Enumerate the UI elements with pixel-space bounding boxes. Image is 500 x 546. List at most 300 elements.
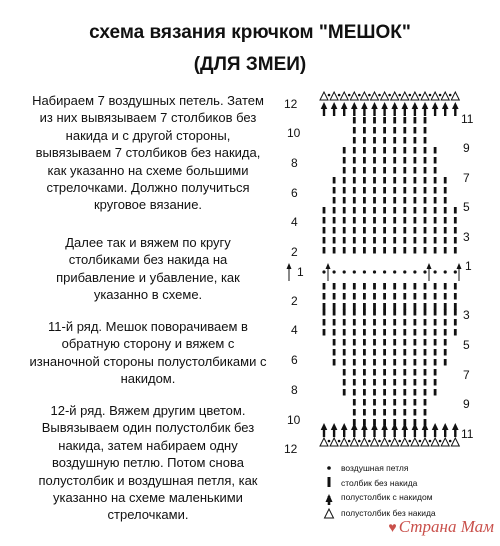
slip-stitch-triangle	[371, 92, 379, 100]
stitch-bar	[414, 187, 417, 194]
stitch-bar	[323, 309, 326, 316]
stitch-bar	[424, 369, 427, 376]
stitch-bar	[454, 247, 457, 254]
row-label: 2	[291, 294, 298, 308]
stitch-bar	[373, 167, 376, 174]
stitch-bar	[373, 329, 376, 336]
heart-icon: ♥	[388, 521, 397, 536]
stitch-bar	[363, 399, 366, 406]
stitch-bar	[343, 283, 346, 290]
stitch-bar	[403, 293, 406, 300]
chain-dot-icon	[327, 466, 331, 470]
slip-stitch-triangle	[441, 438, 449, 446]
half-double-crochet	[424, 107, 426, 116]
chain-dot	[449, 94, 452, 97]
stitch-bar	[363, 293, 366, 300]
stitch-bar	[434, 349, 437, 356]
stitch-bar	[373, 187, 376, 194]
stitch-bar	[454, 319, 457, 326]
stitch-bar	[414, 319, 417, 326]
chain-dot	[413, 270, 416, 273]
half-double-crochet	[373, 428, 375, 437]
stitch-bar	[353, 359, 356, 366]
chain-dot	[449, 440, 452, 443]
stitch-bar	[424, 359, 427, 366]
stitch-bar	[343, 167, 346, 174]
half-double-crochet	[404, 428, 406, 437]
stitch-bar	[343, 303, 346, 310]
stitch-bar	[343, 197, 346, 204]
stitch-bar	[403, 177, 406, 184]
slip-stitch-triangle	[371, 438, 379, 446]
stitch-bar	[403, 217, 406, 224]
stitch-bar	[414, 147, 417, 154]
stitch-bar	[333, 283, 336, 290]
stitch-bar	[393, 227, 396, 234]
stitch-bar	[393, 207, 396, 214]
stitch-bar	[424, 389, 427, 396]
stitch-bar	[363, 359, 366, 366]
half-double-crochet	[343, 428, 345, 437]
stitch-bar	[434, 283, 437, 290]
stitch-bar	[353, 319, 356, 326]
stitch-bar	[403, 197, 406, 204]
slip-stitch-triangle	[350, 92, 358, 100]
stitch-bar	[383, 247, 386, 254]
chain-dot	[393, 270, 396, 273]
half-double-crochet	[454, 428, 456, 437]
row-label: 12	[284, 442, 298, 456]
stitch-bar	[393, 147, 396, 154]
stitch-bar	[403, 207, 406, 214]
stitch-bar	[403, 127, 406, 134]
stitch-bar	[414, 329, 417, 336]
stitch-bar	[353, 227, 356, 234]
half-double-crochet	[333, 428, 335, 437]
instruction-paragraph-2: Далее так и вяжем по кругу столбиками без накида на прибавление и убавление, как указанно в схеме.	[56, 235, 240, 303]
half-double-crochet	[394, 107, 396, 116]
slip-stitch-triangle	[401, 92, 409, 100]
stitch-bar	[444, 339, 447, 346]
stitch-bar	[353, 237, 356, 244]
stitch-bar	[353, 247, 356, 254]
stitch-bar	[393, 157, 396, 164]
stitch-bar	[373, 147, 376, 154]
stitch-bar	[414, 217, 417, 224]
stitch-bar	[333, 339, 336, 346]
stitch-bar	[434, 177, 437, 184]
stitch-bar	[403, 303, 406, 310]
stitch-bar	[383, 187, 386, 194]
stitch-bar	[363, 283, 366, 290]
stitch-bar	[373, 389, 376, 396]
stitch-bar	[393, 339, 396, 346]
stitch-bar	[343, 379, 346, 386]
stitch-bar	[353, 117, 356, 124]
stitch-bar	[434, 293, 437, 300]
stitch-bar	[424, 247, 427, 254]
row-label: 3	[463, 308, 470, 322]
slip-stitch-triangle	[340, 92, 348, 100]
chain-dot	[409, 440, 412, 443]
stitch-bar	[383, 329, 386, 336]
stitch-bar	[363, 167, 366, 174]
stitch-bar	[363, 339, 366, 346]
stitch-bar	[353, 329, 356, 336]
row-label: 12	[284, 97, 298, 111]
chain-dot	[388, 440, 391, 443]
stitch-bar	[323, 329, 326, 336]
stitch-bar	[383, 359, 386, 366]
stitch-bar	[434, 369, 437, 376]
stitch-bar	[383, 227, 386, 234]
stitch-bar	[363, 127, 366, 134]
stitch-bar	[373, 309, 376, 316]
stitch-bar	[363, 157, 366, 164]
stitch-bar	[363, 177, 366, 184]
stitch-bar	[444, 319, 447, 326]
stitch-bar	[383, 283, 386, 290]
stitch-bar	[393, 349, 396, 356]
chain-dot	[322, 270, 325, 273]
half-double-crochet	[363, 107, 365, 116]
stitch-bar	[373, 293, 376, 300]
row-label: 8	[291, 156, 298, 170]
stitch-bar	[454, 237, 457, 244]
stitch-bar	[414, 207, 417, 214]
slip-stitch-triangle	[360, 438, 368, 446]
stitch-bar	[424, 147, 427, 154]
chain-dot	[368, 94, 371, 97]
half-double-crochet	[363, 428, 365, 437]
stitch-bar	[383, 207, 386, 214]
row-label: 3	[463, 230, 470, 244]
legend-label: полустолбик с накидом	[341, 492, 433, 502]
stitch-bar	[434, 237, 437, 244]
stitch-bar	[444, 359, 447, 366]
stitch-bar	[454, 329, 457, 336]
stitch-bar	[333, 319, 336, 326]
stitch-bar	[424, 217, 427, 224]
stitch-bar	[363, 379, 366, 386]
stitch-bar	[343, 147, 346, 154]
stitch-bar	[454, 217, 457, 224]
stitch-bar	[444, 329, 447, 336]
stitch-bar	[373, 247, 376, 254]
stitch-bar	[403, 247, 406, 254]
stitch-bar	[363, 217, 366, 224]
stitch-bar	[434, 339, 437, 346]
slip-stitch-triangle	[401, 438, 409, 446]
stitch-bar	[373, 339, 376, 346]
chain-dot	[383, 270, 386, 273]
stitch-bar	[343, 319, 346, 326]
half-double-crochet	[353, 107, 355, 116]
stitch-bar	[323, 283, 326, 290]
stitch-bar	[373, 409, 376, 416]
stitch-bar	[383, 137, 386, 144]
slip-stitch-triangle	[320, 92, 328, 100]
chain-dot	[328, 94, 331, 97]
stitch-bar	[323, 237, 326, 244]
row-label: 8	[291, 383, 298, 397]
stitch-bar	[393, 303, 396, 310]
stitch-bar	[424, 177, 427, 184]
slip-stitch-triangle	[320, 438, 328, 446]
stitch-bar	[424, 409, 427, 416]
stitch-bar	[363, 197, 366, 204]
stitch-bar	[343, 247, 346, 254]
slip-stitch-triangle	[451, 92, 459, 100]
row-label: 10	[287, 413, 301, 427]
legend-label: столбик без накида	[341, 478, 418, 488]
stitch-bar	[434, 147, 437, 154]
chain-dot	[439, 94, 442, 97]
chain-dot	[378, 440, 381, 443]
stitch-bar	[403, 359, 406, 366]
stitch-bar	[454, 227, 457, 234]
stitch-bar	[373, 157, 376, 164]
stitch-bar	[343, 227, 346, 234]
slip-stitch-triangle	[360, 92, 368, 100]
chain-dot	[429, 94, 432, 97]
diagram-subtitle: (ДЛЯ ЗМЕИ)	[193, 54, 307, 75]
slip-stitch-triangle	[381, 92, 389, 100]
chain-dot	[388, 94, 391, 97]
stitch-bar	[393, 309, 396, 316]
stitch-bar	[363, 329, 366, 336]
stitch-bar	[403, 329, 406, 336]
stitch-bar	[333, 309, 336, 316]
stitch-bar	[444, 177, 447, 184]
chain-dot	[348, 440, 351, 443]
stitch-bar	[414, 359, 417, 366]
stitch-bar	[424, 293, 427, 300]
instruction-paragraph-1: Набираем 7 воздушных петель. Затем из них вывязываем 7 столбиков без накида и с другой стороны, вывязываем 7 столбиков без накида, как указанно на схеме большими стрелочками. Должно получиться круговое вязание.	[32, 93, 264, 213]
stitch-bar	[424, 237, 427, 244]
stitch-bar	[424, 379, 427, 386]
stitch-bar	[434, 227, 437, 234]
stitch-bar	[373, 399, 376, 406]
stitch-bar	[434, 187, 437, 194]
chain-dot	[368, 440, 371, 443]
row-label: 5	[463, 200, 470, 214]
stitch-bar	[444, 207, 447, 214]
stitch-bar	[353, 339, 356, 346]
stitch-bar	[383, 167, 386, 174]
stitch-bar	[353, 217, 356, 224]
stitch-bar	[383, 389, 386, 396]
stitch-bar	[393, 389, 396, 396]
stitch-bar	[424, 227, 427, 234]
stitch-bar	[444, 349, 447, 356]
half-double-crochet	[414, 107, 416, 116]
stitch-bar	[353, 379, 356, 386]
stitch-bar	[353, 177, 356, 184]
diagram-title: схема вязания крючком "МЕШОК"	[89, 22, 411, 43]
stitch-bar	[373, 369, 376, 376]
stitch-bar	[373, 217, 376, 224]
chain-dot	[363, 270, 366, 273]
slip-stitch-triangle	[411, 438, 419, 446]
stitch-bar	[414, 303, 417, 310]
row-labels	[284, 97, 474, 456]
stitch-bar	[434, 319, 437, 326]
stitch-bar	[424, 349, 427, 356]
stitch-bar	[353, 207, 356, 214]
chain-dot	[333, 270, 336, 273]
stitch-bar	[373, 379, 376, 386]
stitch-bar	[373, 349, 376, 356]
stitch-bar	[414, 283, 417, 290]
stitch-bar	[403, 187, 406, 194]
stitch-bar	[403, 237, 406, 244]
stitch-bar	[393, 237, 396, 244]
stitch-bar	[414, 237, 417, 244]
stitch-bar	[353, 127, 356, 134]
stitch-bar	[363, 303, 366, 310]
chain-dot	[403, 270, 406, 273]
stitch-bar	[424, 127, 427, 134]
stitch-bar	[373, 303, 376, 310]
single-crochet-bar-icon	[328, 477, 331, 487]
stitch-bar	[424, 157, 427, 164]
stitch-bar	[434, 247, 437, 254]
stitch-bar	[393, 293, 396, 300]
stitch-bar	[403, 369, 406, 376]
legend-label: полустолбик без накида	[341, 508, 436, 518]
row-label: 1	[465, 259, 472, 273]
stitch-bar	[424, 339, 427, 346]
stitch-bar	[393, 379, 396, 386]
stitch-bar	[363, 247, 366, 254]
chain-dot	[338, 440, 341, 443]
stitch-bar	[444, 303, 447, 310]
stitch-bar	[424, 167, 427, 174]
stitch-bar	[424, 117, 427, 124]
stitch-bar	[403, 319, 406, 326]
stitch-bar	[373, 177, 376, 184]
stitch-bar	[373, 127, 376, 134]
stitch-bar	[424, 399, 427, 406]
stitch-bar	[393, 399, 396, 406]
half-double-crochet	[404, 107, 406, 116]
stitch-bar	[383, 409, 386, 416]
stitch-bar	[343, 237, 346, 244]
chain-dot	[423, 270, 426, 273]
stitch-bar	[444, 293, 447, 300]
stitch-bar	[333, 227, 336, 234]
slip-stitch-triangle	[421, 438, 429, 446]
stitch-bar	[414, 309, 417, 316]
half-double-crochet	[373, 107, 375, 116]
stitch-bar	[444, 283, 447, 290]
stitch-bar	[393, 177, 396, 184]
chain-dot	[454, 270, 457, 273]
chain-dot	[434, 270, 437, 273]
stitch-bar	[393, 369, 396, 376]
stitch-bar	[393, 283, 396, 290]
stitch-bar	[373, 237, 376, 244]
stitch-bar	[403, 167, 406, 174]
stitch-bar	[403, 227, 406, 234]
stitch-bar	[424, 207, 427, 214]
stitch-grid	[320, 92, 459, 446]
slip-stitch-triangle	[381, 438, 389, 446]
stitch-bar	[383, 177, 386, 184]
half-double-crochet	[323, 107, 325, 116]
row-label: 6	[291, 353, 298, 367]
chain-dot	[419, 440, 422, 443]
chain-dot	[378, 94, 381, 97]
half-double-crochet	[444, 428, 446, 437]
row-label: 4	[291, 215, 298, 229]
half-double-crochet	[333, 107, 335, 116]
stitch-bar	[403, 117, 406, 124]
watermark: ♥ Страна Мам	[388, 517, 494, 536]
stitch-bar	[383, 293, 386, 300]
stitch-bar	[424, 197, 427, 204]
slip-stitch-triangle	[411, 92, 419, 100]
stitch-bar	[434, 197, 437, 204]
stitch-bar	[414, 197, 417, 204]
stitch-bar	[383, 399, 386, 406]
stitch-bar	[393, 127, 396, 134]
slip-stitch-triangle	[421, 92, 429, 100]
stitch-bar	[343, 187, 346, 194]
stitch-bar	[424, 319, 427, 326]
row-label: 9	[463, 141, 470, 155]
chain-dot	[358, 440, 361, 443]
stitch-bar	[343, 389, 346, 396]
stitch-bar	[333, 197, 336, 204]
row-label: 4	[291, 323, 298, 337]
stitch-bar	[353, 309, 356, 316]
stitch-bar	[373, 207, 376, 214]
stitch-bar	[343, 293, 346, 300]
stitch-bar	[393, 319, 396, 326]
stitch-bar	[444, 237, 447, 244]
stitch-bar	[434, 207, 437, 214]
slip-stitch-triangle	[330, 438, 338, 446]
stitch-bar	[403, 147, 406, 154]
stitch-bar	[333, 237, 336, 244]
stitch-bar	[393, 359, 396, 366]
stitch-bar	[444, 197, 447, 204]
stitch-bar	[353, 293, 356, 300]
stitch-bar	[353, 303, 356, 310]
stitch-bar	[403, 349, 406, 356]
legend-label: воздушная петля	[341, 463, 409, 473]
stitch-bar	[424, 283, 427, 290]
stitch-bar	[393, 247, 396, 254]
half-double-crochet	[323, 428, 325, 437]
stitch-bar	[414, 127, 417, 134]
stitch-bar	[383, 237, 386, 244]
stitch-bar	[333, 187, 336, 194]
stitch-bar	[343, 157, 346, 164]
stitch-bar	[403, 137, 406, 144]
chain-dot	[338, 94, 341, 97]
stitch-bar	[373, 137, 376, 144]
slip-stitch-triangle	[431, 438, 439, 446]
stitch-bar	[363, 319, 366, 326]
stitch-bar	[393, 167, 396, 174]
stitch-bar	[363, 389, 366, 396]
half-double-crochet	[434, 428, 436, 437]
stitch-bar	[373, 283, 376, 290]
stitch-bar	[353, 157, 356, 164]
